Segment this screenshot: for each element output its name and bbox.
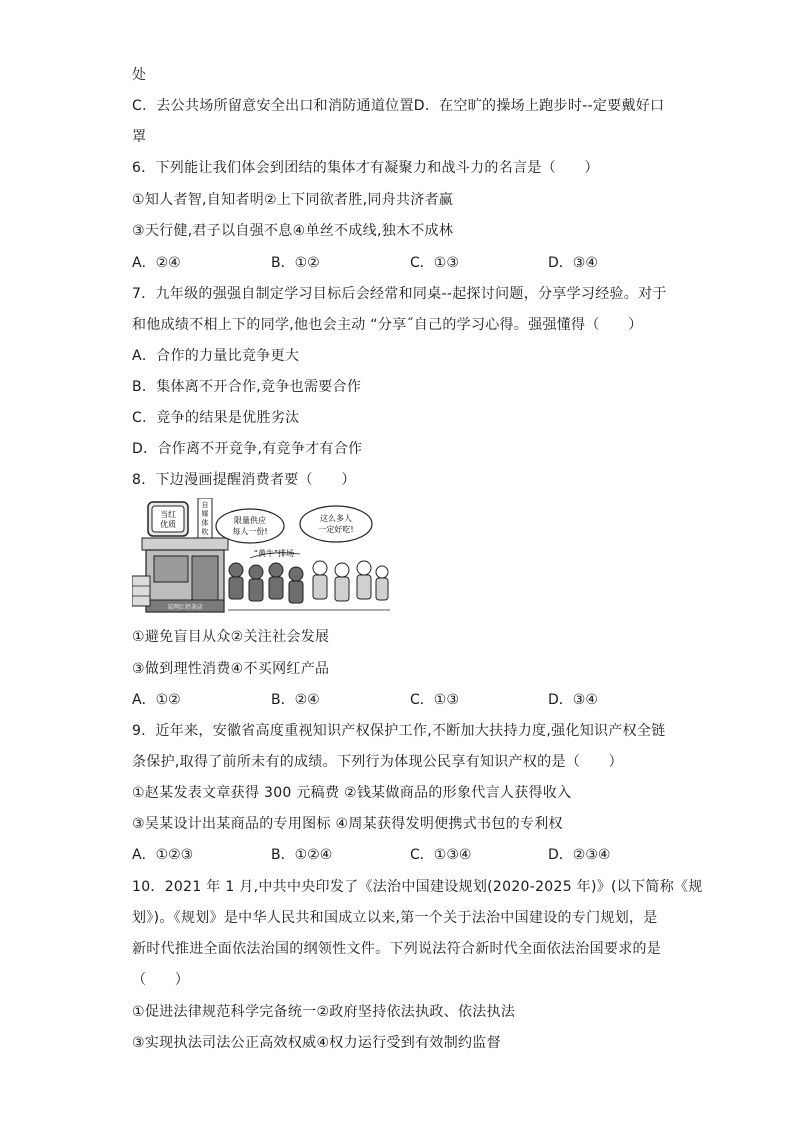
q7-stem-line2: 和他成绩不相上下的同学,他也会主动 “分享˝自己的学习心得。强强懂得（ ）: [132, 317, 643, 333]
q6-statements-2: ③天行健,君子以自强不息④单丝不成线,独木不成林: [132, 223, 454, 239]
q6-statements-1: ①知人者智,自知者明②上下同欲者胜,同舟共济者赢: [132, 192, 454, 208]
cartoon-shop: [132, 538, 228, 612]
q8-option-c[interactable]: C．①③: [410, 692, 459, 708]
q10-statements-1: ①促进法律规范科学完备统一②政府坚持依法执政、依法执法: [132, 1004, 516, 1020]
q10-stem-line1: 10．2021 年 1 月,中共中央印发了《法治中国建设规划(2020-2025 年)》(以下简称《规: [132, 879, 703, 895]
q10-statements-2: ③实现执法司法公正高效权威④权力运行受到有效制约监督: [132, 1035, 501, 1051]
q9-option-a[interactable]: A．①②③: [132, 847, 194, 863]
q9-option-b[interactable]: B．①②④: [271, 847, 333, 863]
svg-text:“黄牛”排场: “黄牛”排场: [253, 549, 295, 558]
q7-option-d[interactable]: D．合作离不开竞争,有竞争才有合作: [132, 441, 363, 457]
cartoon-huangniu-label: [250, 548, 300, 558]
q8-statements-2: ③做到理性消费④不买网红产品: [132, 661, 330, 677]
svg-text:吹: 吹: [201, 528, 209, 536]
svg-text:自: 自: [201, 501, 209, 509]
svg-text:一定好吃!: 一定好吃!: [318, 525, 354, 534]
q8-stem: 8．下边漫画提醒消费者要（ ）: [132, 472, 356, 488]
q9-statements-2: ③吴某设计出某商品的专用图标 ④周某获得发明便携式书包的专利权: [132, 816, 563, 832]
svg-text:每人一份!: 每人一份!: [232, 527, 268, 536]
q6-option-a[interactable]: A．②④: [132, 255, 181, 271]
q9-option-d[interactable]: D．②③④: [548, 847, 611, 863]
svg-text:这么多人: 这么多人: [320, 514, 352, 523]
q6-option-b[interactable]: B．①②: [271, 255, 320, 271]
q5-continuation: 处: [132, 67, 147, 83]
svg-text:媒: 媒: [201, 510, 209, 518]
cartoon-bubble-crowd: [300, 506, 372, 542]
svg-text:体: 体: [201, 519, 209, 527]
q9-option-c[interactable]: C．①③④: [410, 847, 472, 863]
q10-answer-blank: （ ）: [132, 972, 190, 988]
q6-option-c[interactable]: C．①③: [410, 255, 459, 271]
q8-option-b[interactable]: B．②④: [271, 692, 320, 708]
cartoon-sign-text-2: 优质: [160, 520, 176, 529]
q9-statements-1: ①赵某发表文章获得 300 元稿费 ②钱某做商品的形象代言人获得收入: [132, 785, 572, 801]
svg-text:某网红奶茶店: 某网红奶茶店: [166, 604, 204, 611]
q8-option-a[interactable]: A．①②: [132, 692, 181, 708]
q9-stem-line2: 条保护,取得了前所未有的成绩。下列行为体现公民享有知识产权的是（ ）: [132, 754, 623, 770]
q7-option-c[interactable]: C．竞争的结果是优胜劣汰: [132, 410, 300, 426]
q6-stem: 6．下列能让我们体会到团结的集体才有凝聚力和战斗力的名言是（ ）: [132, 160, 599, 176]
q8-statements-1: ①避免盲目从众②关注社会发展: [132, 629, 330, 645]
q7-option-a[interactable]: A．合作的力量比竞争更大: [132, 348, 300, 364]
cartoon-sign-text-1: 当红: [160, 510, 176, 519]
cartoon-sign: [148, 502, 188, 536]
q8-option-d[interactable]: D．③④: [548, 692, 598, 708]
consumer-cartoon: [132, 498, 390, 616]
q6-option-d[interactable]: D．③④: [548, 255, 598, 271]
q7-stem-line1: 7．九年级的强强自制定学习目标后会经常和同桌--起探讨问题，分享学习经验。对于: [132, 286, 667, 302]
q7-option-b[interactable]: B．集体离不开合作,竞争也需要合作: [132, 379, 362, 395]
q10-stem-line2: 划》)。《规划》是中华人民共和国成立以来,第一个关于法治中国建设的专门规划，是: [132, 910, 658, 926]
cartoon-bubble-limited: [216, 509, 284, 543]
q9-stem-line1: 9．近年来，安徽省高度重视知识产权保护工作,不断加大扶持力度,强化知识产权全链: [132, 723, 666, 739]
q10-stem-line3: 新时代推进全面依法治国的纲领性文件。下列说法符合新时代全面依法治国要求的是: [132, 941, 662, 957]
svg-text:限量供应: 限量供应: [234, 516, 266, 525]
q5-option-c-d-line1: C．去公共场所留意安全出口和消防通道位置D．在空旷的操场上跑步时--定要戴好口: [132, 98, 665, 114]
q5-option-d-line2: 罩: [132, 129, 147, 145]
